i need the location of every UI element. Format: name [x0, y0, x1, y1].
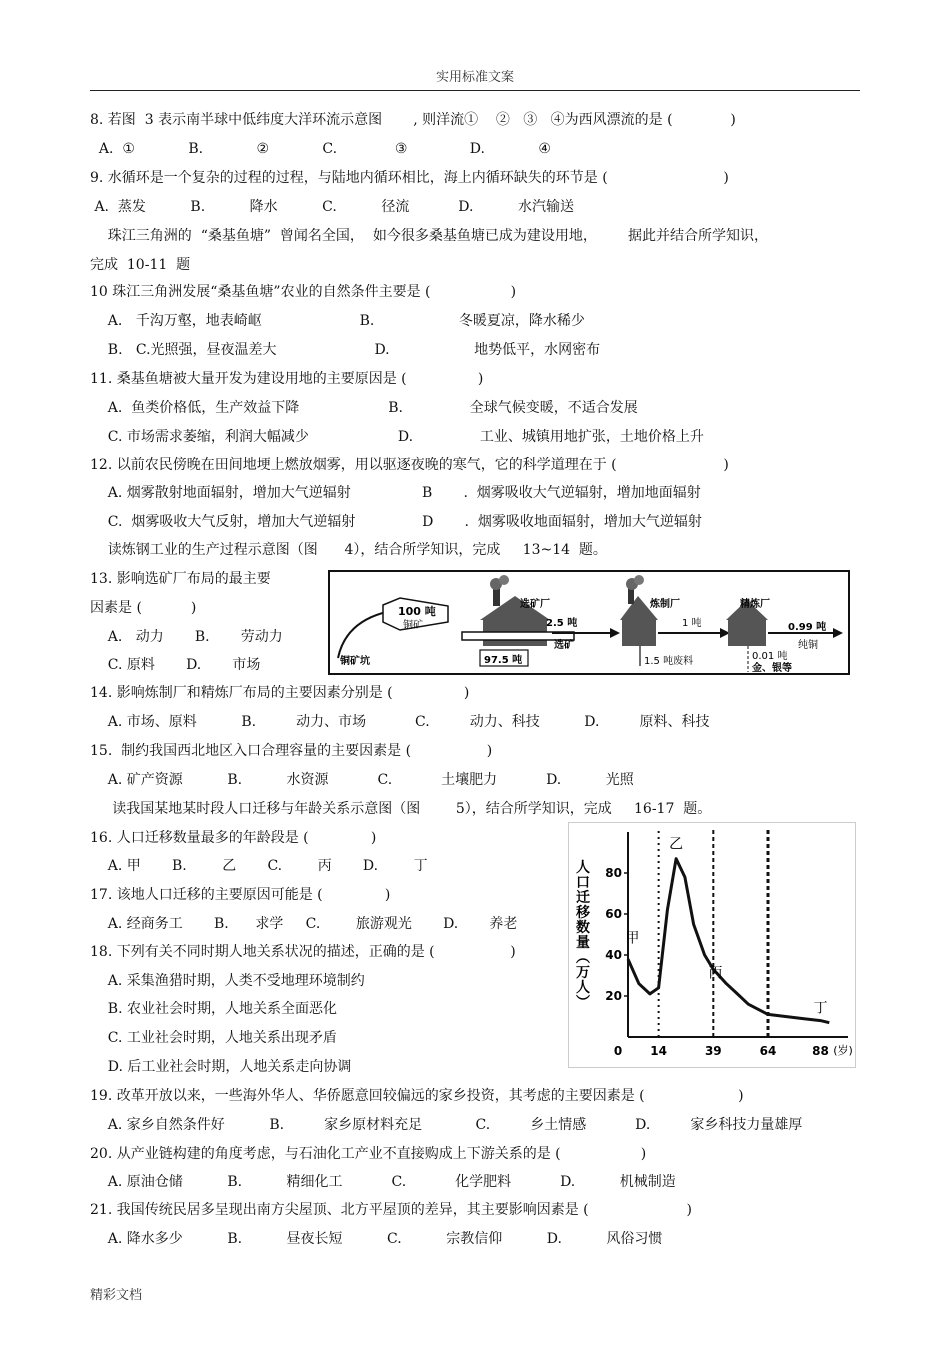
label-0-01t: 0.01 吨 [752, 651, 788, 662]
question-line: D. 后工业社会时期，人地关系走向协调 [90, 1059, 352, 1075]
question-line: A. 经商务工 B. 求学 C. 旅游观光 D. 养老 [90, 916, 518, 932]
y-tick-label: 60 [605, 907, 622, 921]
question-line: 18. 下列有关不同时期人地关系状况的描述，正确的是 ( ) [90, 944, 516, 960]
segment-label: 甲 [625, 930, 640, 947]
x-tick-label: 88 [812, 1044, 829, 1058]
figure-4-copper-flow [328, 570, 850, 679]
question-line: A. ① B. ② C. ③ D. ④ [90, 141, 551, 157]
question-line: 15. 制约我国西北地区入口合理容量的主要因素是 ( ) [90, 743, 493, 759]
segment-label: 丁 [813, 1000, 828, 1017]
question-line: 9. 水循环是一个复杂的过程的过程，与陆地内循环相比，海上内循环缺失的环节是 ( ) [90, 170, 729, 186]
question-line: C. 原料 D. 市场 [90, 657, 261, 673]
chart-frame [569, 823, 856, 1068]
question-line: A. 烟雾散射地面辐射，增加大气逆辐射 B . 烟雾吸收大气逆辐射，增加地面辐射 [90, 485, 701, 501]
page-footer: 精彩文档 [90, 1288, 143, 1303]
question-line: A. 动力 B. 劳动力 [90, 629, 283, 645]
question-line: C. 市场需求萎缩，利润大幅减少 D. 工业、城镇用地扩张，土地价格上升 [90, 429, 704, 445]
y-tick-label: 40 [605, 948, 622, 962]
label-plant-1: 选矿厂 [520, 599, 550, 610]
label-plant-3: 精炼厂 [740, 599, 770, 610]
question-line: 17. 该地人口迁移的主要原因可能是 ( ) [90, 887, 391, 903]
question-line: A. 蒸发 B. 降水 C. 径流 D. 水汽输送 [90, 199, 574, 215]
segment-label: 乙 [669, 836, 684, 853]
question-line: A. 原油仓储 B. 精细化工 C. 化学肥料 D. 机械制造 [90, 1174, 676, 1190]
question-line: 13. 影响选矿厂布局的最主要 [90, 571, 271, 587]
plant-3-body [728, 620, 766, 646]
question-line: A. 采集渔猎时期，人类不受地理环境制约 [90, 973, 365, 989]
question-line: 读我国某地某时段人口迁移与年龄关系示意图（图 5），结合所学知识，完成 16-17 题。 [90, 801, 712, 817]
x-tick-label: 14 [650, 1044, 667, 1058]
label-100t: 100 吨 [398, 605, 436, 618]
question-line: C. 烟雾吸收大气反射，增加大气逆辐射 D . 烟雾吸收地面辐射，增加大气逆辐射 [90, 514, 702, 530]
label-gold-silver: 金、银等 [752, 663, 792, 674]
question-line: 珠江三角洲的 “桑基鱼塘” 曾闻名全国， 如今很多桑基鱼塘已成为建设用地， 据此并结合所学知识， [90, 228, 768, 244]
y-tick-label: 80 [605, 866, 622, 880]
question-line: 因素是 ( ) [90, 600, 197, 616]
question-line: B. 农业社会时期，人地关系全面恶化 [90, 1001, 337, 1017]
question-line: 20. 从产业链构建的角度考虑，与石油化工产业不直接购成上下游关系的是 ( ) [90, 1146, 647, 1162]
label-ore: 铜矿 [403, 620, 423, 631]
y-tick-label: 20 [605, 989, 622, 1003]
label-mine-pit: 铜矿坑 [340, 656, 370, 667]
question-line: 11. 桑基鱼塘被大量开发为建设用地的主要原因是 ( ) [90, 371, 484, 387]
header-rule [90, 90, 860, 91]
question-line: A. 矿产资源 B. 水资源 C. 土壤肥力 D. 光照 [90, 772, 634, 788]
question-line: 12. 以前农民傍晚在田间地埂上燃放烟雾，用以驱逐夜晚的寒气，它的科学道理在于 ( ) [90, 457, 729, 473]
x-tick-label: 39 [704, 1044, 722, 1058]
x-axis-unit: (岁) [833, 1044, 853, 1057]
question-line: A. 家乡自然条件好 B. 家乡原材料充足 C. 乡土情感 D. 家乡科技力量雄厚 [90, 1117, 803, 1133]
question-line: 完成 10-11 题 [90, 257, 191, 273]
label-0-99t: 0.99 吨 [788, 622, 827, 633]
x-tick-label: 0 [613, 1044, 623, 1058]
figure-5-migration-chart [568, 822, 856, 1072]
question-line: 14. 影响炼制厂和精炼厂布局的主要因素分别是 ( ) [90, 685, 470, 701]
question-line: A. 市场、原料 B. 动力、市场 C. 动力、科技 D. 原料、科技 [90, 714, 710, 730]
question-line: 16. 人口迁移数量最多的年龄段是 ( ) [90, 830, 377, 846]
question-line: A. 鱼类价格低，生产效益下降 B. 全球气候变暖，不适合发展 [90, 400, 638, 416]
question-line: 19. 改革开放以来，一些海外华人、华侨愿意回较偏远的家乡投资，其考虑的主要因素是 ( ) [90, 1088, 744, 1104]
question-line: A. 甲 B. 乙 C. 丙 D. 丁 [90, 858, 428, 874]
label-dress: 选矿 [554, 640, 574, 651]
x-tick-label: 64 [759, 1044, 777, 1058]
label-plant-2: 炼制厂 [650, 599, 680, 610]
question-line: 10 珠江三角洲发展“桑基鱼塘”农业的自然条件主要是 ( ) [90, 284, 517, 300]
question-line: A. 降水多少 B. 昼夜长短 C. 宗教信仰 D. 风俗习惯 [90, 1231, 663, 1247]
question-line: 读炼钢工业的生产过程示意图（图 4），结合所学知识，完成 13~14 题。 [90, 542, 607, 558]
label-pure-copper: 纯铜 [798, 640, 818, 651]
label-2-5t: 2.5 吨 [546, 618, 578, 629]
plant-2-body [622, 620, 656, 646]
y-axis-label: 人口迁移数量（万人） [574, 859, 590, 1010]
question-line: 21. 我国传统民居多呈现出南方尖屋顶、北方平屋顶的差异，其主要影响因素是 ( ) [90, 1202, 692, 1218]
label-waste: 1.5 吨废料 [644, 656, 694, 667]
question-line: 8. 若图 3 表示南半球中低纬度大洋环流示意图 , 则洋流① ② ③ ④为西风漂流的是 ( ) [90, 112, 736, 128]
question-line: A. 千沟万壑，地表崎岖 B. 冬暖夏凉，降水稀少 [90, 313, 585, 329]
question-line: B. C.光照强，昼夜温差大 D. 地势低平，水网密布 [90, 342, 601, 358]
label-1t: 1 吨 [682, 618, 702, 629]
label-97-5t: 97.5 吨 [484, 655, 523, 666]
segment-label: 丙 [708, 965, 723, 982]
page-header: 实用标准文案 [435, 70, 514, 85]
question-line: C. 工业社会时期，人地关系出现矛盾 [90, 1030, 337, 1046]
